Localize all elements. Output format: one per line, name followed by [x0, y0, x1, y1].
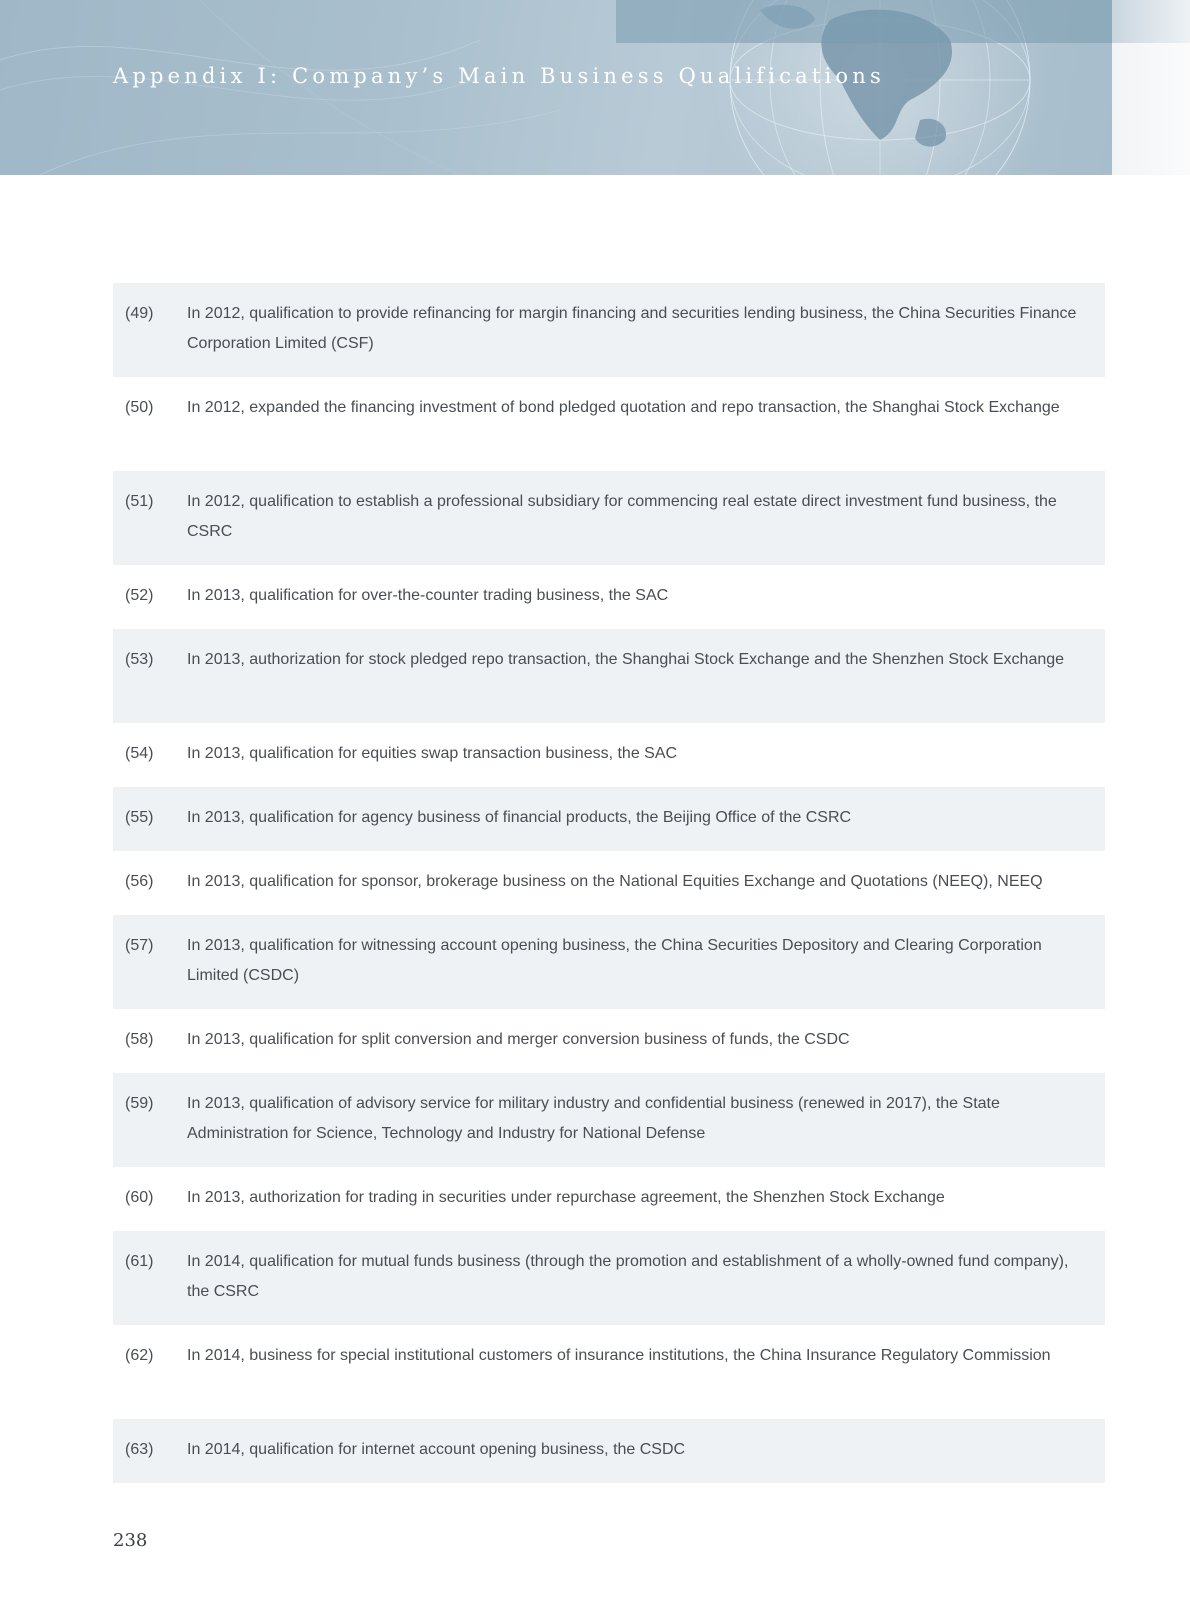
row-text: In 2013, qualification for equities swap transaction business, the SAC: [187, 745, 678, 762]
table-row: [113, 851, 1105, 915]
row-text: In 2013, qualification for sponsor, brokerage business on the National Equities Exchange and Quotations (NEEQ), NEEQ: [187, 873, 1043, 890]
row-number: (54): [125, 745, 154, 762]
row-number: (58): [125, 1031, 154, 1048]
table-row: [113, 471, 1105, 565]
page-number: 238: [113, 1530, 148, 1551]
row-text: In 2013, authorization for trading in securities under repurchase agreement, the Shenzhen Stock Exchange: [187, 1189, 945, 1206]
row-text: In 2012, expanded the financing investment of bond pledged quotation and repo transaction, the Shanghai Stock Exchange: [187, 399, 1060, 416]
table-row: [113, 1231, 1105, 1325]
row-text: In 2013, qualification for over-the-counter trading business, the SAC: [187, 587, 669, 604]
row-text: In 2013, qualification for agency business of financial products, the Beijing Office of the CSRC: [187, 809, 852, 826]
row-text: In 2014, qualification for mutual funds business (through the promotion and establishment of a wholly-owned fund company), the CSRC: [187, 1253, 1069, 1300]
table-row: [113, 787, 1105, 851]
header-banner: [0, 0, 1112, 175]
row-number: (55): [125, 809, 154, 826]
banner-strip: [616, 0, 1112, 43]
row-text: In 2012, qualification to provide refinancing for margin financing and securities lending business, the China Securities Finance Corporation Limited (CSF): [187, 305, 1077, 352]
table-row: [113, 723, 1105, 787]
table-row: [113, 629, 1105, 723]
row-number: (51): [125, 493, 154, 510]
row-text: In 2013, qualification for split conversion and merger conversion business of funds, the CSDC: [187, 1031, 850, 1048]
row-number: (53): [125, 651, 154, 668]
row-text: In 2013, authorization for stock pledged repo transaction, the Shanghai Stock Exchange and the Shenzhen Stock Exchange: [187, 651, 1065, 668]
page-title: Appendix I: Company’s Main Business Qualifications: [113, 64, 885, 88]
row-number: (50): [125, 399, 154, 416]
row-number: (63): [125, 1441, 154, 1458]
table-row: [113, 1009, 1105, 1073]
row-number: (49): [125, 305, 154, 322]
row-number: (59): [125, 1095, 154, 1112]
row-number: (60): [125, 1189, 154, 1206]
row-number: (62): [125, 1347, 154, 1364]
table-row: [113, 565, 1105, 629]
table-row: [113, 1325, 1105, 1419]
table-row: [113, 377, 1105, 471]
row-text: In 2013, qualification of advisory service for military industry and confidential business (renewed in 2017), the State Administration for Science, Technology and Industry for National Defense: [187, 1095, 1000, 1142]
row-text: In 2014, qualification for internet account opening business, the CSDC: [187, 1441, 686, 1458]
row-number: (52): [125, 587, 154, 604]
banner-tail: [1112, 0, 1190, 43]
row-number: (57): [125, 937, 154, 954]
row-number: (61): [125, 1253, 154, 1270]
qualifications-table: [113, 283, 1105, 1483]
row-text: In 2013, qualification for witnessing account opening business, the China Securities Depository and Clearing Corporation Limited (CSDC): [187, 937, 1042, 984]
banner-side: [1112, 43, 1190, 175]
table-row: [113, 1167, 1105, 1231]
table-row: [113, 283, 1105, 377]
row-text: In 2014, business for special institutional customers of insurance institutions, the China Insurance Regulatory Commission: [187, 1347, 1051, 1364]
table-row: [113, 1073, 1105, 1167]
table-row: [113, 915, 1105, 1009]
table-row: [113, 1419, 1105, 1483]
row-number: (56): [125, 873, 154, 890]
row-text: In 2012, qualification to establish a professional subsidiary for commencing real estate direct investment fund business, the CSRC: [187, 493, 1057, 540]
